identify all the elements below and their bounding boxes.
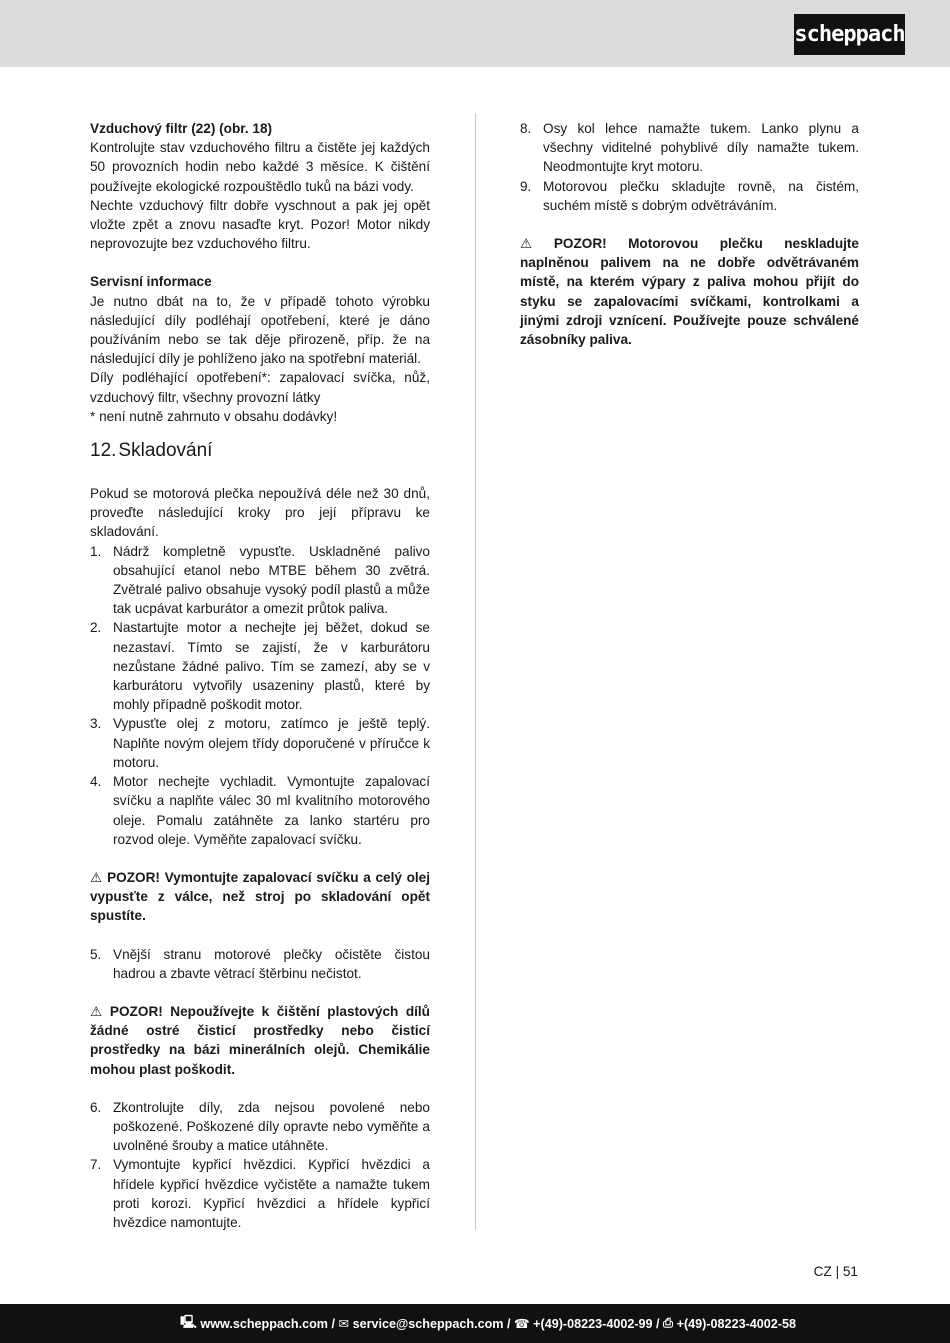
right-column [520, 119, 859, 349]
service-paragraph: Díly podléhající opotřebení*: zapalovací svíčka, nůž, vzduchový filtr, všechny provozní látky [90, 370, 430, 405]
air-filter-paragraph: Kontrolujte stav vzduchového filtru a čistěte jej každých 50 provozních hodin nebo každé 3 měsíce. K čištění používejte ekologické rozpouštědlo tuků na bázi vody. [90, 140, 430, 194]
footer-email[interactable]: service@scheppach.com / [352, 1316, 511, 1331]
warning-triangle-icon: ⚠ [520, 236, 550, 252]
monitor-icon: 🖳 [180, 1315, 201, 1329]
storage-steps [520, 119, 859, 215]
list-item: 9. Motorovou plečku skladujte rovně, na čistém, suchém místě s dobrým odvětráváním. [520, 178, 859, 213]
list-item: 1. Nádrž kompletně vypusťte. Uskladněné palivo obsahující etanol nebo MTBE během 30 zvětrá. Zvětralé palivo obsahuje vysoký podíl plastů a může tak ucpávat karburátor a omezit průtok paliva. [90, 543, 430, 617]
section-title: Skladování [118, 440, 213, 462]
list-item: 5. Vnější stranu motorové plečky očistěte čistou hadrou a zbavte větrací štěrbinu nečistot. [90, 946, 430, 981]
email-icon: ✉ [335, 1317, 353, 1331]
warning-note: ⚠ POZOR! Vymontujte zapalovací svíčku a celý olej vypusťte z válce, než stroj po skladování opět spustíte. [90, 869, 430, 924]
list-item: 4. Motor nechejte vychladit. Vymontujte zapalovací svíčku a naplňte válec 30 ml kvalitního motorového oleje. Pomalu zatáhněte za lanko startéru pro rozvod oleje. Vyměňte zapalovací svíčku. [90, 774, 430, 847]
phone-icon: ☎ [510, 1317, 534, 1331]
list-item: 3. Vypusťte olej z motoru, zatímco je ještě teplý. Naplňte novým olejem třídy doporučené v příručce k motoru. [90, 716, 430, 770]
storage-steps [90, 542, 430, 849]
service-footnote: * není nutně zahrnuto v obsahu dodávky! [90, 408, 338, 424]
column-divider [475, 113, 476, 1230]
warning-triangle-icon: ⚠ [90, 1003, 106, 1019]
storage-intro: Pokud se motorová plečka nepoužívá déle než 30 dnů, proveďte následující kroky pro její přípravu ke skladování. [90, 486, 430, 540]
storage-steps [90, 945, 430, 983]
footer-phone: +(49)-08223-4002-99 / [533, 1316, 660, 1331]
list-item: 6. Zkontrolujte díly, zda nejsou povolené nebo poškozené. Poškozené díly opravte nebo vyměňte a uvolněné šrouby a matice utáhněte. [90, 1099, 430, 1154]
footer-fax: +(49)-08223-4002-58 [676, 1316, 796, 1331]
page-number: CZ | 51 [813, 1264, 858, 1279]
list-item: 2. Nastartujte motor a nechejte jej běžet, dokud se nezastaví. Tímto se zajistí, že v karburátoru nezůstane žádné palivo. Tím se zamezí, aby se v karburátoru vytvořily usazeniny plastů, které by mohly případně poškodit motor. [90, 620, 430, 713]
air-filter-heading: Vzduchový filtr (22) (obr. 18) [90, 121, 273, 136]
fax-icon: ⎙ [659, 1316, 677, 1330]
warning-triangle-icon: ⚠ [90, 869, 104, 885]
list-item: 8. Osy kol lehce namažte tukem. Lanko plynu a všechny viditelné pohyblivé díly namažte tukem. Neodmontujte kryt motoru. [520, 121, 859, 175]
left-column [90, 119, 430, 1232]
service-paragraph: Je nutno dbát na to, že v případě tohoto výrobku následující díly podléhají opotřebení, které je dáno používáním nebo se tak děje přirozeně, příp. že na následující díly je pohlíženo jako na spotřební materiál. [90, 293, 430, 367]
section-heading [90, 439, 430, 463]
storage-steps [90, 1098, 430, 1232]
scheppach-logo: scheppach [794, 14, 905, 55]
section-number: 12. [90, 440, 117, 462]
warning-note: ⚠ POZOR! Nepoužívejte k čištění plastových dílů žádné ostré čisticí prostředky nebo čisticí prostředky na bázi minerálních olejů. Chemikálie mohou plast poškodit. [90, 1003, 430, 1077]
service-heading: Servisní informace [90, 274, 212, 290]
footer-bar [0, 1304, 950, 1343]
air-filter-paragraph: Nechte vzduchový filtr dobře vyschnout a pak jej opět vložte zpět a znovu nasaďte kryt. Pozor! Motor nikdy neprovozujte bez vzduchového filtru. [90, 197, 430, 252]
footer-website[interactable]: www.scheppach.com / [200, 1316, 336, 1331]
warning-note: ⚠ POZOR! Motorovou plečku neskladujte naplněnou palivem na ne dobře odvětrávaném místě, na kterém výpary z paliva mohou přijít do styku se zapalovacími svíčkami, kontrolkami a jinými zdroji vznícení. Používejte pouze schválené zásobníky paliva. [520, 236, 859, 348]
list-item: 7. Vymontujte kypřicí hvězdici. Kypřicí hvězdici a hřídele kypřicí hvězdice vyčistěte a namažte tukem proti korozi. Kypřicí hvězdici a hřídele kypřicí hvězdice namontujte. [90, 1157, 430, 1230]
